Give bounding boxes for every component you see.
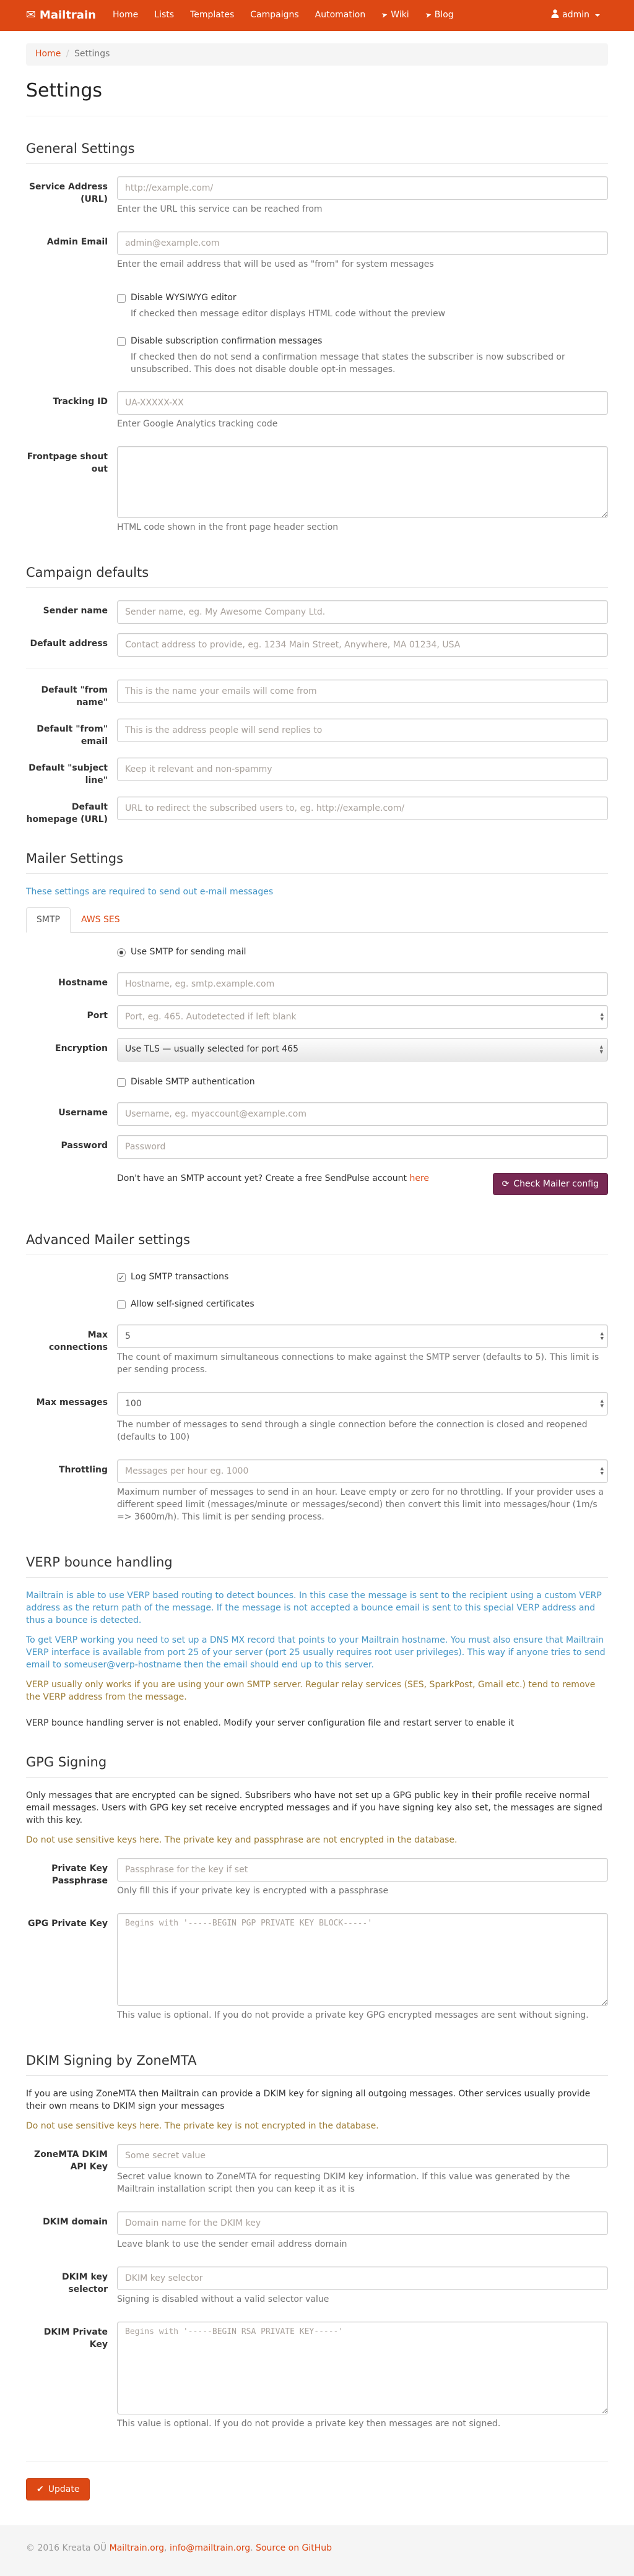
breadcrumb-current: Settings [74,49,110,59]
nav-templates-label: Templates [190,10,235,20]
verp-warning: VERP usually only works if you are using your own SMTP server. Regular relay services (SES, SparkPost, Gmail etc.) tend to remove the VERP address from the message. [26,1680,596,1703]
envelope-icon: ✉ [26,8,36,22]
gpg-passphrase-input[interactable] [117,1858,608,1882]
dkim-private-key-textarea[interactable] [117,2322,608,2414]
default-homepage-label: Default homepage (URL) [26,802,108,824]
form-bottom-divider [26,2461,608,2462]
tab-aws-ses[interactable]: AWS SES [80,914,120,925]
nav-item-lists[interactable] [146,0,182,31]
checkbox-icon [117,337,126,346]
footer-email-link[interactable]: info@mailtrain.org [169,2543,251,2553]
number-spinner-icon[interactable]: ▲ ▼ [600,1398,604,1409]
general-settings-heading: General Settings [26,140,608,164]
default-address-input[interactable] [117,633,608,657]
select-arrows-icon: ▲ ▼ [599,1044,603,1055]
mailer-settings-heading: Mailer Settings [26,850,608,874]
admin-email-label: Admin Email [46,236,108,247]
nav-item-blog[interactable] [417,0,462,31]
dkim-description: If you are using ZoneMTA then Mailtrain can provide a DKIM key for signing all outgoing messages. Other services usually provide their own means to DKIM sign your messages [26,2089,591,2111]
password-input[interactable] [117,1135,608,1159]
mailer-note: These settings are required to send out e-mail messages [26,886,274,897]
footer-text [26,2543,608,2555]
update-button[interactable] [26,2478,90,2500]
gpg-heading: GPG Signing [26,1753,608,1778]
check-mailer-config-label: Check Mailer config [513,1179,599,1190]
throttling-help: Maximum number of messages to send in an hour. Leave empty or zero for no throttling. If your provider uses a different speed limit (messages/minute or messages/second) then convert this limit into messages/hour (1m/s => 3600m/h). This limit is per sending process. [117,1487,604,1523]
checkbox-icon [117,1078,126,1087]
max-connections-help: The count of maximum simultaneous connections to make against the SMTP server (defaults to 5). This limit is per sending process. [117,1352,599,1375]
nav-lists-label: Lists [154,10,175,20]
dkim-heading: DKIM Signing by ZoneMTA [26,2052,608,2076]
disable-smtp-auth-label: Disable SMTP authentication [131,1077,255,1087]
nav-item-automation[interactable] [307,0,374,31]
nav-home-label: Home [112,10,139,20]
dkim-selector-label: DKIM key selector [61,2271,108,2294]
brand-mailtrain[interactable] [26,0,105,31]
dkim-private-key-help: This value is optional. If you do not provide a private key then messages are not signed. [117,2418,501,2429]
checkbox-checked-icon [117,1273,126,1282]
use-smtp-label: Use SMTP for sending mail [131,947,246,957]
nav-wiki-label: Wiki [391,10,409,20]
admin-email-help: Enter the email address that will be used as "from" for system messages [117,259,434,269]
username-label: Username [58,1108,108,1118]
dkim-selector-help: Signing is disabled without a valid selector value [117,2294,329,2304]
gpg-private-key-textarea[interactable] [117,1913,608,2006]
default-from-name-input[interactable] [117,680,608,703]
radio-icon [117,948,126,957]
max-messages-input[interactable] [117,1392,608,1416]
service-address-label: Service Address (URL) [28,181,108,204]
admin-email-input[interactable] [117,231,608,255]
footer-sep1: , [164,2543,170,2553]
max-messages-help: The number of messages to send through a single connection before the connection is closed and reopened (defaults to 100) [117,1420,588,1443]
throttling-input[interactable] [117,1459,608,1483]
nav-item-wiki[interactable] [373,0,417,31]
external-link-icon: ➤ [380,10,389,20]
encryption-label: Encryption [55,1044,108,1054]
breadcrumb [26,43,608,66]
max-connections-input[interactable] [117,1325,608,1348]
verp-info-2: To get VERP working you need to set up a DNS MX record that points to your Mailtrain hostname. You must also ensure that Mailtrain VERP interface is available from port 25 of your server (port 25 usually requires root user privileges). This way if anyone tries to send email to someuser@verp-hostname then the email should end up to this server. [26,1635,606,1671]
sender-name-input[interactable] [117,600,608,624]
update-button-label: Update [48,2484,80,2494]
footer-sep2: . [250,2543,256,2553]
default-subject-line-input[interactable] [117,758,608,781]
use-smtp-radio[interactable] [117,946,608,959]
user-name: admin [562,10,589,20]
dkim-domain-help: Leave blank to use the sender email address domain [117,2239,347,2249]
service-address-help: Enter the URL this service can be reached from [117,204,323,214]
brand-label: Mailtrain [39,9,96,22]
gpg-private-key-label: GPG Private Key [28,1919,108,1929]
caret-down-icon [595,14,600,17]
nav-item-home[interactable] [105,0,146,31]
default-address-label: Default address [30,638,108,649]
check-mailer-config-button[interactable] [493,1173,608,1195]
verp-status: VERP bounce handling server is not enabled. Modify your server configuration file and restart server to enable it [26,1718,515,1729]
tab-smtp[interactable]: SMTP [26,907,71,933]
max-messages-label: Max messages [36,1398,108,1408]
page-title: Settings [26,79,103,102]
external-link-icon: ➤ [424,10,432,20]
disable-confirmations-help: If checked then do not send a confirmation message that states the subscriber is now subscribed or unsubscribed. This does not disable double opt-in messages. [131,352,565,374]
frontpage-shout-help: HTML code shown in the front page header section [117,522,339,532]
nav-automation-label: Automation [315,10,366,20]
dkim-api-key-help: Secret value known to ZoneMTA for requesting DKIM key information. If this value was generated by the Mailtrain installation script then you can keep it as it is [117,2171,570,2194]
default-subject-line-label: Default "subject line" [28,763,108,785]
verp-heading: VERP bounce handling [26,1554,608,1578]
dkim-warning: Do not use sensitive keys here. The private key is not encrypted in the database. [26,2120,379,2131]
gpg-description: Only messages that are encrypted can be signed. Subsribers who have not set up a GPG public key in their profile receive normal email messages. Users with GPG key set receive encrypted messages and if you have signing key also set, the messages are signed with this key. [26,1791,602,1826]
self-signed-label: Allow self-signed certificates [131,1299,254,1310]
disable-confirmations-label: Disable subscription confirmation messages [131,335,323,346]
nav-item-templates[interactable] [182,0,242,31]
checkbox-icon [117,1300,126,1309]
verp-info-1: Mailtrain is able to use VERP based routing to detect bounces. In this case the message is sent to the recipient using a custom VERP address as the return path of the message. If the message is not accepted a bounce email is sent to this special VERP address and thus a bounce is detected. [26,1591,602,1626]
disable-wysiwyg-label: Disable WYSIWYG editor [131,292,237,303]
disable-confirmations-checkbox[interactable] [117,335,608,348]
navbar [0,0,634,31]
hostname-label: Hostname [58,978,108,988]
check-icon: ✔ [37,2484,44,2494]
number-spinner-icon[interactable]: ▲ ▼ [600,1466,604,1476]
frontpage-shout-label: Frontpage shout out [27,451,108,474]
dkim-selector-input[interactable] [117,2267,608,2290]
mailer-tabs [26,907,608,933]
user-icon [551,9,559,22]
username-input[interactable] [117,1102,608,1126]
dkim-private-key-label: DKIM Private Key [43,2327,108,2349]
gpg-warning: Do not use sensitive keys here. The private key and passphrase are not encrypted in the database. [26,1835,458,1846]
sendpulse-text [117,1173,493,1185]
sendpulse-text-label: Don't have an SMTP account yet? Create a free SendPulse account [117,1173,407,1184]
hostname-input[interactable] [117,972,608,996]
gpg-passphrase-help: Only fill this if your private key is encrypted with a passphrase [117,1886,389,1896]
footer [0,2525,634,2576]
number-spinner-icon[interactable]: ▲ ▼ [600,1011,604,1022]
breadcrumb-home-link[interactable]: Home [35,49,61,59]
dkim-domain-label: DKIM domain [43,2216,108,2227]
default-from-name-label: Default "from name" [41,685,108,707]
disable-wysiwyg-help: If checked then message editor displays HTML code without the preview [131,308,446,319]
sender-name-label: Sender name [43,605,108,616]
user-menu[interactable] [543,0,608,31]
checkbox-icon [117,294,126,303]
footer-copyright: © 2016 Kreata OÜ [26,2543,107,2553]
tracking-id-label: Tracking ID [53,396,108,407]
log-smtp-label: Log SMTP transactions [131,1272,229,1282]
nav-item-campaigns[interactable] [242,0,306,31]
number-spinner-icon[interactable]: ▲ ▼ [600,1331,604,1341]
frontpage-shout-textarea[interactable] [117,446,608,518]
password-label: Password [61,1141,108,1151]
service-address-input[interactable] [117,176,608,200]
max-connections-label: Max connections [48,1330,108,1353]
tracking-id-input[interactable] [117,391,608,415]
log-smtp-checkbox[interactable] [117,1271,608,1284]
footer-site-link[interactable]: Mailtrain.org [109,2543,165,2553]
self-signed-checkbox[interactable] [117,1299,608,1311]
advanced-mailer-heading: Advanced Mailer settings [26,1231,608,1255]
nav-campaigns-label: Campaigns [250,10,299,20]
encryption-select[interactable] [117,1038,608,1061]
dkim-domain-input[interactable] [117,2211,608,2235]
disable-smtp-auth-checkbox[interactable] [117,1076,608,1089]
sendpulse-here-link[interactable]: here [409,1173,430,1184]
refresh-icon: ⟳ [502,1179,510,1190]
tracking-id-help: Enter Google Analytics tracking code [117,418,278,429]
footer-github-link[interactable]: Source on GitHub [256,2543,332,2553]
dkim-api-key-input[interactable] [117,2144,608,2168]
dkim-api-key-label: ZoneMTA DKIM API Key [34,2149,108,2172]
default-homepage-input[interactable] [117,797,608,820]
throttling-label: Throttling [58,1465,108,1476]
breadcrumb-separator: / [66,49,69,59]
campaign-defaults-heading: Campaign defaults [26,564,608,588]
gpg-private-key-help: This value is optional. If you do not provide a private key GPG encrypted messages are sent without signing. [117,2010,589,2021]
default-from-email-input[interactable] [117,719,608,742]
port-label: Port [87,1011,108,1021]
encryption-selected-value: Use TLS — usually selected for port 465 [125,1044,298,1055]
port-input[interactable] [117,1005,608,1029]
default-from-email-label: Default "from" email [37,724,108,746]
disable-wysiwyg-checkbox[interactable] [117,292,608,305]
gpg-passphrase-label: Private Key Passphrase [51,1864,108,1887]
nav-blog-label: Blog [434,10,454,20]
